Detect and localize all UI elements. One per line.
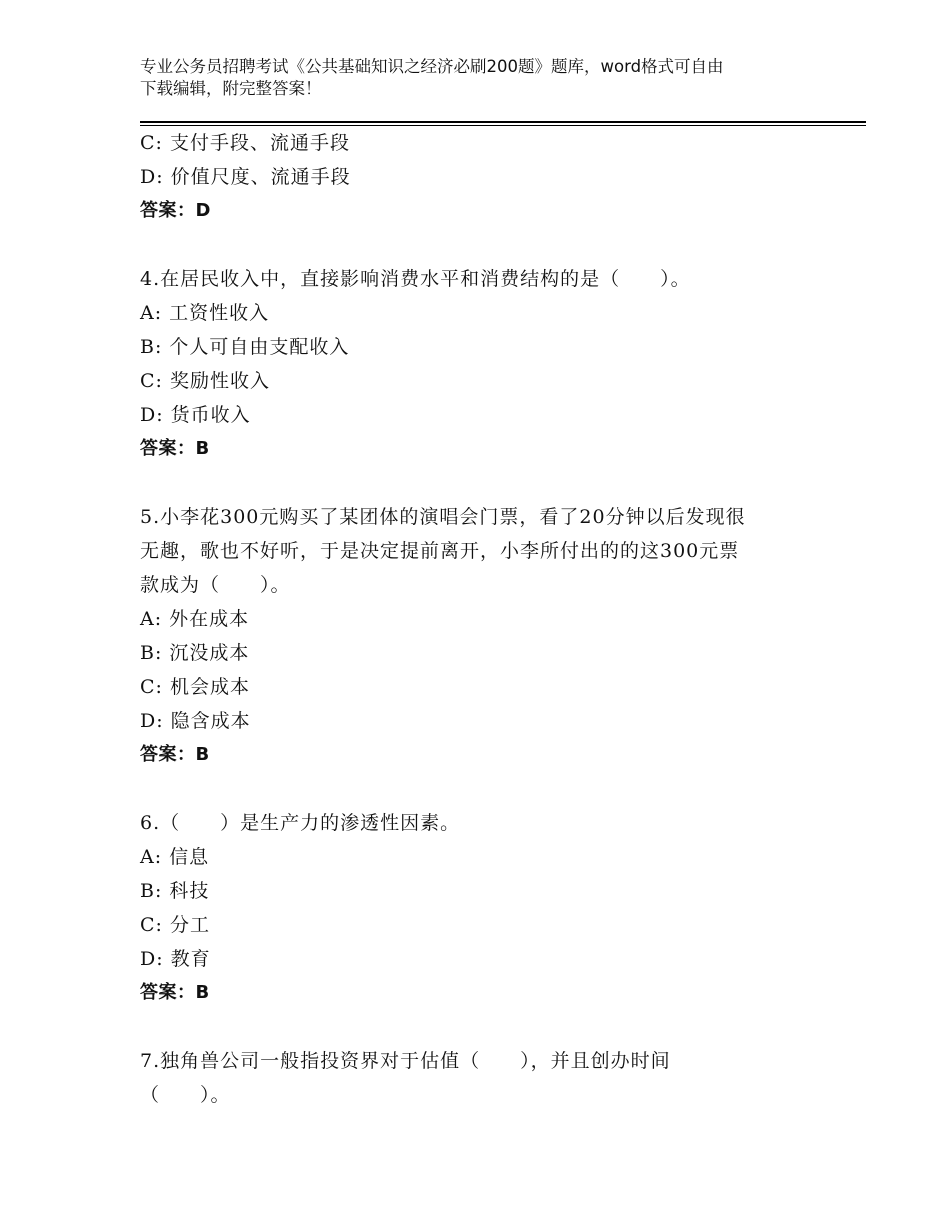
spacer	[140, 1010, 840, 1044]
question-stem-line-3: 款成为（ ）。	[140, 574, 291, 596]
question-7	[140, 1044, 840, 1112]
question-stem-line-2: 无趣，歌也不好听，于是决定提前离开，小李所付出的的这300元票	[140, 540, 740, 562]
answer-label: 答案：D	[140, 200, 211, 221]
spacer	[140, 228, 840, 262]
option-a: A: 信息	[140, 846, 210, 868]
option-c: C: 奖励性收入	[140, 370, 270, 392]
option-b: B: 个人可自由支配收入	[140, 336, 350, 358]
question-stem-line-1: 5.小李花300元购买了某团体的演唱会门票，看了20分钟以后发现很	[140, 506, 746, 528]
question-3	[140, 126, 840, 228]
question-stem: 4.在居民收入中，直接影响消费水平和消费结构的是（ ）。	[140, 268, 691, 290]
option-a: A: 工资性收入	[140, 302, 270, 324]
question-4	[140, 262, 840, 466]
answer-label: 答案：B	[140, 982, 210, 1003]
option-d: D: 货币收入	[140, 404, 251, 426]
option-c: C: 支付手段、流通手段	[140, 132, 350, 154]
option-d: D: 价值尺度、流通手段	[140, 166, 351, 188]
spacer	[140, 772, 840, 806]
question-stem-line-2: （ ）。	[140, 1084, 231, 1106]
answer-label: 答案：B	[140, 438, 210, 459]
header-line-1: 专业公务员招聘考试《公共基础知识之经济必刷200题》题库，word格式可自由	[140, 57, 724, 76]
header-rule-thick	[140, 121, 866, 123]
question-5	[140, 500, 840, 772]
option-b: B: 沉没成本	[140, 642, 250, 664]
question-stem: 6.（ ）是生产力的渗透性因素。	[140, 812, 461, 834]
option-b: B: 科技	[140, 880, 210, 902]
question-content	[140, 126, 840, 1112]
question-6	[140, 806, 840, 1010]
option-a: A: 外在成本	[140, 608, 250, 630]
spacer	[140, 466, 840, 500]
header-line-2: 下载编辑，附完整答案！	[140, 79, 322, 98]
page-header	[140, 56, 830, 100]
answer-label: 答案：B	[140, 744, 210, 765]
option-c: C: 机会成本	[140, 676, 250, 698]
question-stem-line-1: 7.独角兽公司一般指投资界对于估值（ ），并且创办时间	[140, 1050, 671, 1072]
option-c: C: 分工	[140, 914, 210, 936]
option-d: D: 教育	[140, 948, 211, 970]
option-d: D: 隐含成本	[140, 710, 251, 732]
